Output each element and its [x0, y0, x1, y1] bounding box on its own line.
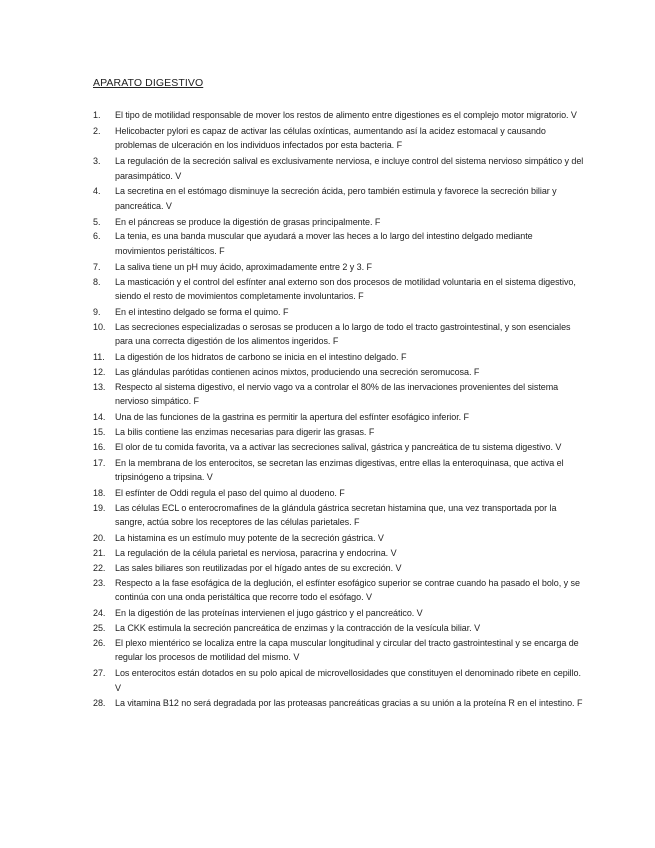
list-item-text: La saliva tiene un pH muy ácido, aproximadamente entre 2 y 3. F	[115, 261, 372, 272]
list-item	[93, 275, 585, 304]
list-item-number: 15.	[93, 427, 106, 437]
list-item-number: 6.	[93, 231, 101, 242]
list-item	[93, 215, 585, 230]
list-item-number: 27.	[93, 668, 106, 679]
list-item	[93, 606, 585, 621]
list-item-number: 12.	[93, 366, 106, 377]
list-item	[93, 546, 585, 561]
list-item-number: 11.	[93, 352, 105, 363]
list-item	[93, 621, 585, 636]
list-item-text: La regulación de la secreción salival es exclusivamente nerviosa, e incluye control del sistema nervioso simpático y del parasimpático. V	[115, 155, 584, 181]
list-item-text: El plexo mientérico se localiza entre la capa muscular longitudinal y circular del tracto gastrointestinal y se encarga de regular los procesos de motilidad del mismo. V	[115, 637, 579, 663]
list-item-number: 14.	[93, 412, 106, 423]
list-item	[93, 440, 585, 455]
list-item-text: En la digestión de las proteínas intervienen el jugo gástrico y el pancreático. V	[115, 607, 423, 618]
list-item-number: 13.	[93, 381, 106, 392]
list-item	[93, 365, 585, 380]
list-item-text: La masticación y el control del esfínter anal externo son dos procesos de motilidad voluntaria en el sistema digestivo, siendo el resto de movimientos completamente involuntarios. F	[115, 276, 576, 302]
list-item	[93, 350, 585, 365]
list-item-number: 25.	[93, 622, 106, 633]
list-item	[93, 531, 585, 546]
list-item	[93, 184, 585, 213]
list-item-text: La tenia, es una banda muscular que ayudará a mover las heces a lo largo del intestino delgado mediante movimientos peristálticos. F	[115, 231, 533, 257]
question-list	[93, 108, 585, 712]
list-item-number: 18.	[93, 487, 106, 498]
list-item	[93, 320, 585, 349]
list-item-number: 4.	[93, 186, 101, 197]
list-item	[93, 456, 585, 485]
list-item	[93, 561, 585, 576]
list-item-number: 7.	[93, 261, 101, 272]
list-item-text: Los enterocitos están dotados en su polo apical de microvellosidades que constituyen el denominado ribete en cepillo. V	[115, 668, 581, 693]
list-item-text: Las sales biliares son reutilizadas por el hígado antes de su excreción. V	[115, 562, 402, 573]
list-item	[93, 636, 585, 665]
list-item	[93, 305, 585, 320]
list-item-text: Helicobacter pylori es capaz de activar las células oxínticas, aumentando así la acidez estomacal y causando problemas de ulceración en los individuos infectados por esta bacteria. F	[115, 125, 546, 151]
list-item-number: 21.	[93, 547, 106, 558]
list-item-number: 10.	[93, 321, 106, 332]
list-item	[93, 229, 585, 258]
list-item-text: En la membrana de los enterocitos, se secretan las enzimas digestivas, entre ellas la enteroquinasa, que activa el tripsinógeno a tripsina. V	[115, 457, 564, 483]
list-item	[93, 576, 585, 605]
list-item-number: 2.	[93, 125, 101, 136]
list-item-number: 28.	[93, 698, 106, 709]
list-item-number: 24.	[93, 607, 106, 618]
list-item	[93, 501, 585, 530]
list-item-text: Las secreciones especializadas o serosas se producen a lo largo de todo el tracto gastrointestinal, y son esenciales para una correcta digestión de los alimentos ingeridos. F	[115, 321, 571, 347]
list-item	[93, 666, 585, 695]
list-item-text: La histamina es un estímulo muy potente de la secreción gástrica. V	[115, 533, 384, 544]
list-item-text: La secretina en el estómago disminuye la secreción ácida, pero también estimula y favorece la secreción biliar y pancreática. V	[115, 186, 557, 211]
list-item-number: 20.	[93, 533, 106, 544]
list-item-number: 9.	[93, 306, 101, 317]
list-item	[93, 380, 585, 409]
list-item-text: En el páncreas se produce la digestión de grasas principalmente. F	[115, 216, 381, 227]
list-item-number: 16.	[93, 441, 106, 452]
list-item-number: 19.	[93, 502, 106, 513]
list-item	[93, 260, 585, 275]
list-item-number: 23.	[93, 577, 106, 588]
list-item	[93, 108, 585, 123]
list-item-text: La regulación de la célula parietal es nerviosa, paracrina y endocrina. V	[115, 547, 397, 558]
list-item-text: Respecto a la fase esofágica de la deglución, el esfínter esofágico superior se contrae cuando ha pasado el bolo, y se continúa con una onda peristáltica que recorre todo el esófago. V	[115, 577, 580, 603]
list-item	[93, 696, 585, 711]
list-item-number: 17.	[93, 457, 106, 468]
list-item-text: La digestión de los hidratos de carbono se inicia en el intestino delgado. F	[115, 352, 407, 363]
list-item-text: Respecto al sistema digestivo, el nervio vago va a controlar el 80% de las inervaciones provenientes del sistema nervioso simpático. F	[115, 381, 559, 407]
list-item-text: El olor de tu comida favorita, va a activar las secreciones salival, gástrica y pancreática de tu sistema digestivo. V	[115, 441, 562, 452]
list-item-text: En el intestino delgado se forma el quimo. F	[115, 306, 289, 317]
list-item-text: Las células ECL o enterocromafines de la glándula gástrica secretan histamina que, una vez transportada por la sangre, actúa sobre los receptores de las células parietales. F	[115, 502, 557, 528]
list-item-text: El tipo de motilidad responsable de mover los restos de alimento entre digestiones es el complejo motor migratorio. V	[115, 110, 577, 120]
list-item	[93, 154, 585, 183]
list-item-text: La vitamina B12 no será degradada por las proteasas pancreáticas gracias a su unión a la proteína R en el intestino. F	[115, 698, 583, 709]
list-item-number: 22.	[93, 562, 106, 573]
list-item-number: 8.	[93, 276, 101, 287]
list-item	[93, 486, 585, 501]
document-title: APARATO DIGESTIVO	[93, 77, 204, 89]
list-item-text: Las glándulas parótidas contienen acinos mixtos, produciendo una secreción seromucosa. F	[115, 366, 480, 377]
list-item-text: Una de las funciones de la gastrina es permitir la apertura del esfínter esofágico inferior. F	[115, 412, 469, 423]
list-item-number: 1.	[93, 110, 101, 120]
list-item-text: La CKK estimula la secreción pancreática de enzimas y la contracción de la vesícula biliar. V	[115, 622, 481, 633]
list-item-text: La bilis contiene las enzimas necesarias para digerir las grasas. F	[115, 427, 375, 437]
list-item-text: El esfínter de Oddi regula el paso del quimo al duodeno. F	[115, 487, 345, 498]
list-item-number: 5.	[93, 216, 101, 227]
list-item	[93, 410, 585, 425]
list-item	[93, 124, 585, 153]
list-item-number: 3.	[93, 155, 101, 166]
list-item	[93, 425, 585, 440]
list-item-number: 26.	[93, 637, 106, 648]
